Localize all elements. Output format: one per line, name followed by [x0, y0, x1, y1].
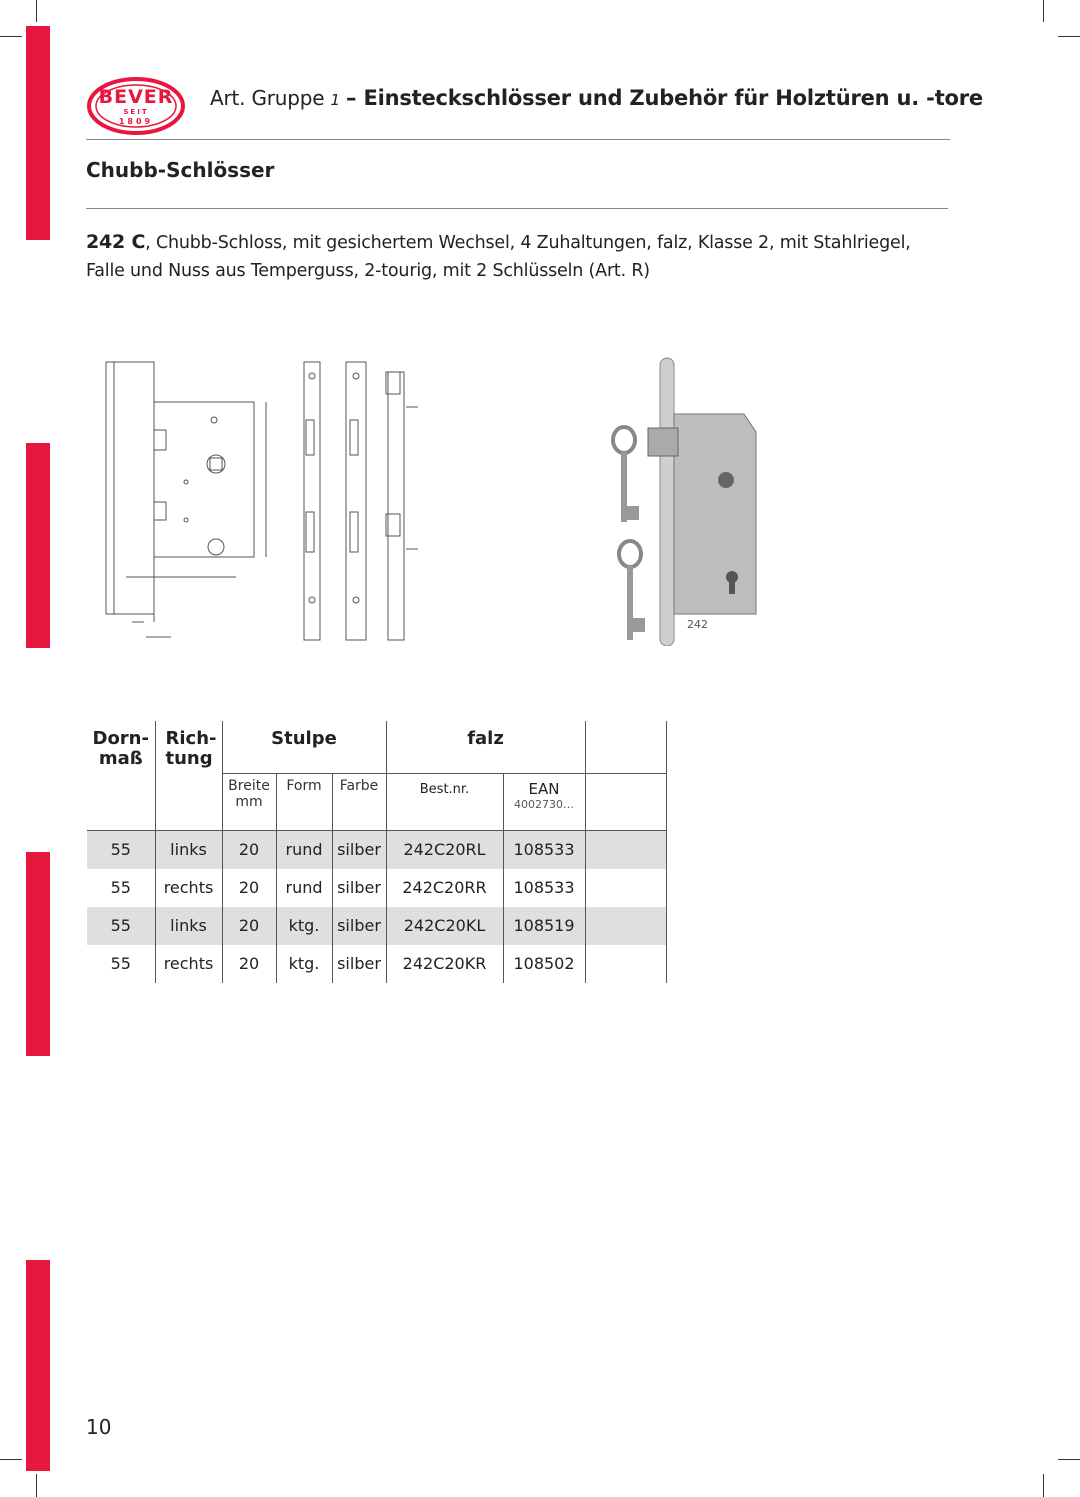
group-title: – Einsteckschlösser und Zubehör für Holztüren u. -tore	[346, 86, 983, 110]
cell-ean: 108533	[503, 830, 585, 869]
cell-bestnr: 242C20KR	[386, 945, 503, 983]
lock-photo	[604, 352, 764, 646]
cell-breite: 20	[222, 830, 276, 869]
red-edge-tab	[26, 852, 50, 1056]
photo-caption: 242	[687, 618, 708, 631]
header-stulpe: Stulpe	[222, 721, 386, 773]
cell-breite: 20	[222, 945, 276, 983]
header-falz: falz	[386, 721, 585, 773]
header-farbe: Farbe	[332, 773, 386, 830]
cell-form: ktg.	[276, 907, 332, 945]
crop-mark	[1058, 1459, 1080, 1460]
crop-mark	[1043, 0, 1044, 22]
cell-farbe: silber	[332, 945, 386, 983]
header-divider	[86, 139, 950, 140]
cell-breite: 20	[222, 907, 276, 945]
header-bestnr: Best.nr.	[386, 773, 503, 830]
page-header	[86, 70, 983, 136]
header-dornmass: Dorn- maß	[87, 721, 155, 773]
cell-form: ktg.	[276, 945, 332, 983]
header-form: Form	[276, 773, 332, 830]
cell-richtung: rechts	[155, 945, 222, 983]
product-description	[86, 228, 946, 285]
cell-ean: 108519	[503, 907, 585, 945]
cell-form: rund	[276, 830, 332, 869]
cell-bestnr: 242C20KL	[386, 907, 503, 945]
section-title: Chubb-Schlösser	[86, 158, 275, 182]
cell-form: rund	[276, 869, 332, 907]
description-line-1: , Chubb-Schloss, mit gesichertem Wechsel, 4 Zuhaltungen, falz, Klasse 2, mit Stahlriegel,	[145, 233, 911, 253]
cell-ean: 108533	[503, 869, 585, 907]
section-divider	[86, 208, 948, 209]
svg-text:1809: 1809	[118, 117, 154, 126]
cell-farbe: silber	[332, 869, 386, 907]
crop-mark	[36, 1474, 37, 1497]
cell-dornmass: 55	[87, 869, 155, 907]
crop-mark	[0, 36, 22, 37]
description-line-2: Falle und Nuss aus Temperguss, 2-tourig, mit 2 Schlüsseln (Art. R)	[86, 261, 650, 281]
bever-logo	[86, 76, 186, 136]
header-ean: EAN 4002730…	[503, 773, 585, 830]
table-row	[87, 869, 666, 907]
svg-text:BEVER: BEVER	[98, 86, 174, 108]
crop-mark	[36, 0, 37, 22]
cell-farbe: silber	[332, 830, 386, 869]
table-body	[87, 830, 666, 983]
cell-dornmass: 55	[87, 945, 155, 983]
crop-mark	[1058, 36, 1080, 37]
cell-breite: 20	[222, 869, 276, 907]
cell-richtung: rechts	[155, 869, 222, 907]
cell-bestnr: 242C20RL	[386, 830, 503, 869]
cell-farbe: silber	[332, 907, 386, 945]
technical-drawing	[96, 352, 436, 648]
cell-bestnr: 242C20RR	[386, 869, 503, 907]
product-code: 242 C	[86, 231, 146, 253]
group-label: Art. Gruppe	[210, 86, 325, 110]
cell-richtung: links	[155, 907, 222, 945]
red-edge-tab	[26, 26, 50, 240]
header-breite: Breite mm	[222, 773, 276, 830]
table-row	[87, 907, 666, 945]
table-row	[87, 945, 666, 983]
red-edge-tab	[26, 1260, 50, 1471]
header-title	[210, 86, 983, 110]
red-edge-tab	[26, 443, 50, 648]
crop-mark	[1043, 1474, 1044, 1497]
cell-ean: 108502	[503, 945, 585, 983]
svg-text:SEIT: SEIT	[123, 108, 149, 116]
spec-table	[87, 721, 667, 983]
crop-mark	[0, 1459, 22, 1460]
cell-dornmass: 55	[87, 907, 155, 945]
header-richtung: Rich- tung	[155, 721, 222, 773]
page-number: 10	[86, 1415, 112, 1439]
cell-dornmass: 55	[87, 830, 155, 869]
cell-richtung: links	[155, 830, 222, 869]
group-number: 1	[330, 91, 340, 109]
table-row	[87, 830, 666, 869]
